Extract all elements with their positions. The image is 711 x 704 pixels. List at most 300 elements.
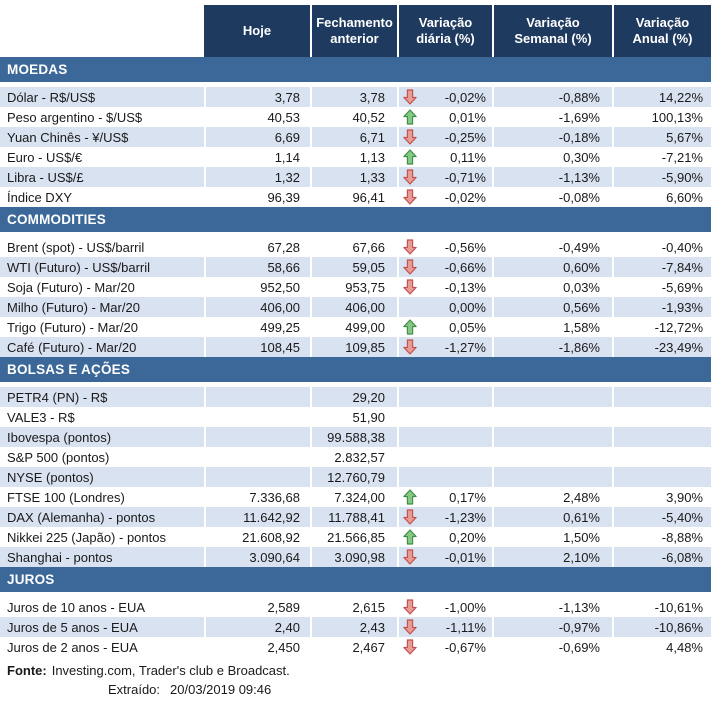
cell-variacao-semanal [492, 547, 612, 567]
cell-variacao-semanal [492, 387, 612, 407]
cell-variacao-semanal [492, 167, 612, 187]
cell-hoje [204, 187, 310, 207]
row-label: Euro - US$/€ [7, 149, 83, 165]
cell-variacao-semanal [492, 427, 612, 447]
cell-variacao-diaria [397, 147, 492, 167]
cell-value: 1,14 [274, 149, 300, 165]
row-label: Yuan Chinês - ¥/US$ [0, 127, 204, 147]
row-label: Trigo (Futuro) - Mar/20 [7, 319, 138, 335]
row-label: WTI (Futuro) - US$/barril [0, 257, 204, 277]
cell-value: 2.832,57 [334, 449, 385, 465]
cell-hoje [204, 337, 310, 357]
cell-value: 40,53 [267, 109, 300, 125]
cell-value: 5,67% [666, 129, 703, 145]
cell-variacao-anual [612, 87, 711, 107]
arrow-down-icon [403, 189, 417, 206]
cell-fechamento-anterior [310, 527, 397, 547]
cell-fechamento-anterior [310, 407, 397, 427]
cell-variacao-diaria [397, 277, 492, 297]
cell-value: 952,50 [260, 279, 300, 295]
cell-fechamento-anterior [310, 317, 397, 337]
table-row [0, 597, 711, 617]
cell-value: 59,05 [352, 259, 385, 275]
cell-fechamento-anterior [310, 147, 397, 167]
cell-hoje [204, 107, 310, 127]
cell-variacao-diaria [397, 237, 492, 257]
cell-value: 99.588,38 [327, 429, 385, 445]
cell-variacao-semanal [492, 337, 612, 357]
cell-variacao-anual [612, 467, 711, 487]
cell-value: 2,467 [352, 639, 385, 655]
cell-value: -1,13% [558, 599, 600, 615]
row-label: Café (Futuro) - Mar/20 [0, 337, 204, 357]
cell-value: -1,93% [661, 299, 703, 315]
cell-variacao-semanal [492, 147, 612, 167]
column-header-variacao-anual: Variação Anual (%) [612, 5, 711, 57]
cell-value: -0,97% [558, 619, 600, 635]
cell-value: -0,67% [444, 639, 486, 655]
cell-hoje [204, 407, 310, 427]
cell-value: 0,05% [449, 319, 486, 335]
cell-variacao-anual [612, 237, 711, 257]
cell-value: 2,48% [563, 489, 600, 505]
cell-hoje [204, 317, 310, 337]
cell-value: -0,08% [558, 189, 600, 205]
cell-hoje [204, 257, 310, 277]
cell-variacao-diaria [397, 447, 492, 467]
cell-value: -0,69% [558, 639, 600, 655]
table-row [0, 337, 711, 357]
row-label: S&P 500 (pontos) [7, 449, 110, 465]
cell-value: -0,01% [444, 549, 486, 565]
cell-value: 100,13% [651, 109, 703, 125]
arrow-down-icon [403, 339, 417, 356]
cell-value: -7,21% [661, 149, 703, 165]
cell-variacao-semanal [492, 87, 612, 107]
cell-value: -0,56% [444, 239, 486, 255]
cell-variacao-semanal [492, 507, 612, 527]
cell-variacao-diaria [397, 637, 492, 657]
row-label: Juros de 5 anos - EUA [0, 617, 204, 637]
cell-value: -0,88% [558, 89, 600, 105]
cell-value: 6,71 [359, 129, 385, 145]
cell-value: 406,00 [260, 299, 300, 315]
cell-variacao-anual [612, 407, 711, 427]
row-label: Soja (Futuro) - Mar/20 [7, 279, 135, 295]
source-label: Fonte: [7, 663, 47, 678]
arrow-down-icon [403, 259, 417, 276]
cell-variacao-semanal [492, 257, 612, 277]
row-label: DAX (Alemanha) - pontos [0, 507, 204, 527]
section-header-moedas: MOEDAS [0, 57, 711, 82]
cell-variacao-anual [612, 487, 711, 507]
cell-variacao-semanal [492, 107, 612, 127]
cell-value: -1,23% [444, 509, 486, 525]
cell-variacao-anual [612, 447, 711, 467]
cell-value: 1,13 [359, 149, 385, 165]
cell-value: 40,52 [352, 109, 385, 125]
cell-variacao-diaria [397, 127, 492, 147]
cell-value: -7,84% [661, 259, 703, 275]
cell-hoje [204, 547, 310, 567]
cell-fechamento-anterior [310, 277, 397, 297]
cell-hoje [204, 297, 310, 317]
cell-variacao-anual [612, 187, 711, 207]
cell-value: 1,58% [563, 319, 600, 335]
cell-variacao-semanal [492, 297, 612, 317]
cell-fechamento-anterior [310, 507, 397, 527]
cell-fechamento-anterior [310, 167, 397, 187]
row-label: Shanghai - pontos [0, 547, 204, 567]
table-row [0, 187, 711, 207]
cell-hoje [204, 597, 310, 617]
cell-fechamento-anterior [310, 127, 397, 147]
cell-hoje [204, 527, 310, 547]
extraction-label: Extraído: [108, 682, 161, 697]
cell-variacao-semanal [492, 617, 612, 637]
table-row [0, 387, 711, 407]
arrow-up-icon [403, 319, 417, 336]
cell-value: 29,20 [352, 389, 385, 405]
cell-value: -0,02% [444, 89, 486, 105]
cell-value: -1,11% [445, 619, 486, 635]
cell-hoje [204, 617, 310, 637]
cell-variacao-anual [612, 387, 711, 407]
cell-variacao-semanal [492, 467, 612, 487]
table-row [0, 107, 711, 127]
cell-variacao-anual [612, 427, 711, 447]
arrow-down-icon [403, 549, 417, 566]
cell-value: 11.788,41 [328, 509, 385, 525]
cell-variacao-anual [612, 617, 711, 637]
table-row [0, 87, 711, 107]
table-row [0, 167, 711, 187]
cell-variacao-semanal [492, 237, 612, 257]
cell-value: 0,03% [563, 279, 600, 295]
table-row [0, 527, 711, 547]
table-sections [0, 57, 711, 657]
cell-hoje [204, 467, 310, 487]
cell-fechamento-anterior [310, 237, 397, 257]
cell-variacao-diaria [397, 507, 492, 527]
row-label: Nikkei 225 (Japão) - pontos [7, 529, 166, 545]
arrow-down-icon [403, 619, 417, 636]
cell-value: 3,78 [359, 89, 385, 105]
cell-fechamento-anterior [310, 427, 397, 447]
table-row [0, 147, 711, 167]
cell-variacao-anual [612, 637, 711, 657]
cell-variacao-anual [612, 147, 711, 167]
cell-variacao-semanal [492, 447, 612, 467]
cell-value: 2,10% [563, 549, 600, 565]
cell-value: 1,33 [359, 169, 385, 185]
table-row [0, 277, 711, 297]
cell-value: 4,48% [666, 639, 703, 655]
table-row [0, 427, 711, 447]
cell-variacao-semanal [492, 637, 612, 657]
cell-variacao-semanal [492, 317, 612, 337]
cell-variacao-anual [612, 167, 711, 187]
cell-fechamento-anterior [310, 617, 397, 637]
cell-value: -5,69% [661, 279, 703, 295]
cell-value: 11.642,92 [243, 509, 300, 525]
source-text: Investing.com, Trader's club e Broadcast. [51, 663, 290, 678]
cell-variacao-anual [612, 507, 711, 527]
cell-value: -10,61% [654, 599, 703, 615]
cell-value: -0,66% [444, 259, 486, 275]
row-label: PETR4 (PN) - R$ [0, 387, 204, 407]
cell-value: 6,69 [274, 129, 300, 145]
cell-value: 1,50% [563, 529, 600, 545]
cell-variacao-anual [612, 257, 711, 277]
cell-value: 0,20% [449, 529, 486, 545]
row-label: Peso argentino - $/US$ [7, 109, 143, 125]
cell-hoje [204, 147, 310, 167]
cell-value: 3,78 [274, 89, 300, 105]
cell-value: 2,450 [267, 639, 300, 655]
cell-fechamento-anterior [310, 637, 397, 657]
arrow-down-icon [403, 89, 417, 106]
table-row [0, 467, 711, 487]
arrow-down-icon [403, 599, 417, 616]
table-row [0, 407, 711, 427]
cell-value: 0,61% [563, 509, 600, 525]
cell-variacao-anual [612, 597, 711, 617]
arrow-down-icon [403, 169, 417, 186]
cell-variacao-semanal [492, 407, 612, 427]
table-row [0, 127, 711, 147]
cell-value: 0,17% [449, 489, 486, 505]
cell-hoje [204, 387, 310, 407]
cell-variacao-anual [612, 547, 711, 567]
column-header-variacao-semanal: Variação Semanal (%) [492, 5, 612, 57]
cell-value: -1,00% [444, 599, 486, 615]
cell-variacao-diaria [397, 297, 492, 317]
cell-value: -5,90% [661, 169, 703, 185]
cell-variacao-diaria [397, 387, 492, 407]
table-row [0, 257, 711, 277]
cell-hoje [204, 87, 310, 107]
cell-value: 953,75 [345, 279, 385, 295]
cell-variacao-diaria [397, 257, 492, 277]
row-label: NYSE (pontos) [0, 467, 204, 487]
cell-variacao-diaria [397, 167, 492, 187]
cell-variacao-diaria [397, 617, 492, 637]
cell-variacao-anual [612, 337, 711, 357]
table-row [0, 487, 711, 507]
cell-value: -1,13% [558, 169, 600, 185]
cell-value: 21.566,85 [327, 529, 385, 545]
cell-hoje [204, 277, 310, 297]
cell-value: -23,49% [654, 339, 703, 355]
cell-value: -0,18% [558, 129, 600, 145]
arrow-up-icon [403, 149, 417, 166]
cell-value: -0,49% [558, 239, 600, 255]
cell-value: 6,60% [666, 189, 703, 205]
column-header-variacao-diaria: Variação diária (%) [397, 5, 492, 57]
cell-value: 2,615 [352, 599, 385, 615]
cell-variacao-anual [612, 127, 711, 147]
table-row [0, 297, 711, 317]
cell-value: 2,589 [267, 599, 300, 615]
cell-variacao-semanal [492, 127, 612, 147]
cell-value: -0,25% [444, 129, 486, 145]
cell-value: 2,43 [359, 619, 385, 635]
table-row [0, 637, 711, 657]
cell-fechamento-anterior [310, 187, 397, 207]
cell-hoje [204, 237, 310, 257]
arrow-down-icon [403, 129, 417, 146]
cell-hoje [204, 447, 310, 467]
cell-variacao-diaria [397, 317, 492, 337]
section-header-commodities: COMMODITIES [0, 207, 711, 232]
cell-variacao-semanal [492, 487, 612, 507]
table-footer [0, 661, 711, 699]
cell-value: -1,86% [558, 339, 600, 355]
cell-value: 96,41 [352, 189, 385, 205]
cell-variacao-diaria [397, 87, 492, 107]
section-header-juros: JUROS [0, 567, 711, 592]
cell-variacao-anual [612, 527, 711, 547]
cell-value: 7.336,68 [249, 489, 300, 505]
cell-value: 0,30% [563, 149, 600, 165]
cell-fechamento-anterior [310, 297, 397, 317]
column-header-fechamento-anterior: Fechamento anterior [310, 5, 397, 57]
cell-fechamento-anterior [310, 257, 397, 277]
cell-variacao-semanal [492, 527, 612, 547]
cell-variacao-diaria [397, 187, 492, 207]
row-label: Ibovespa (pontos) [0, 427, 204, 447]
cell-value: 3.090,64 [249, 549, 300, 565]
cell-hoje [204, 427, 310, 447]
cell-hoje [204, 487, 310, 507]
column-header-hoje: Hoje [204, 5, 310, 57]
cell-value: 21.608,92 [242, 529, 300, 545]
extraction-note [108, 680, 711, 699]
row-label: VALE3 - R$ [7, 409, 75, 425]
cell-variacao-semanal [492, 187, 612, 207]
cell-variacao-diaria [397, 407, 492, 427]
cell-value: -0,71% [444, 169, 486, 185]
cell-value: 0,60% [563, 259, 600, 275]
cell-hoje [204, 167, 310, 187]
cell-value: -5,40% [661, 509, 703, 525]
cell-variacao-semanal [492, 277, 612, 297]
cell-variacao-anual [612, 317, 711, 337]
cell-value: -0,02% [444, 189, 486, 205]
cell-value: 7.324,00 [334, 489, 385, 505]
table-row [0, 617, 711, 637]
cell-fechamento-anterior [310, 447, 397, 467]
cell-fechamento-anterior [310, 467, 397, 487]
table-row [0, 507, 711, 527]
arrow-up-icon [403, 489, 417, 506]
cell-fechamento-anterior [310, 337, 397, 357]
cell-value: 0,11% [450, 149, 486, 165]
cell-variacao-anual [612, 107, 711, 127]
cell-variacao-diaria [397, 427, 492, 447]
cell-value: 12.760,79 [327, 469, 385, 485]
row-label: Milho (Futuro) - Mar/20 [0, 297, 204, 317]
row-label: Brent (spot) - US$/barril [7, 239, 145, 255]
arrow-down-icon [403, 239, 417, 256]
cell-value: 109,85 [345, 339, 385, 355]
row-label: FTSE 100 (Londres) [7, 489, 125, 505]
cell-value: 0,01% [449, 109, 486, 125]
row-label: Juros de 2 anos - EUA [7, 639, 138, 655]
cell-value: 0,56% [563, 299, 600, 315]
section-header-bolsas-e-acoes: BOLSAS E AÇÕES [0, 357, 711, 382]
cell-value: 406,00 [345, 299, 385, 315]
cell-value: 3.090,98 [334, 549, 385, 565]
cell-value: 67,66 [352, 239, 385, 255]
cell-value: -0,13% [444, 279, 486, 295]
arrow-up-icon [403, 109, 417, 126]
extraction-timestamp: 20/03/2019 09:46 [170, 682, 272, 697]
row-label: Libra - US$/£ [0, 167, 204, 187]
source-note [7, 661, 711, 680]
arrow-up-icon [403, 529, 417, 546]
arrow-down-icon [403, 509, 417, 526]
cell-value: 108,45 [260, 339, 300, 355]
cell-value: 58,66 [267, 259, 300, 275]
cell-hoje [204, 127, 310, 147]
row-label: Índice DXY [7, 189, 73, 205]
cell-value: 1,32 [274, 169, 300, 185]
cell-variacao-diaria [397, 597, 492, 617]
cell-variacao-diaria [397, 337, 492, 357]
row-label: Dólar - R$/US$ [0, 87, 204, 107]
cell-variacao-diaria [397, 487, 492, 507]
table-row [0, 547, 711, 567]
cell-variacao-diaria [397, 527, 492, 547]
cell-fechamento-anterior [310, 387, 397, 407]
cell-variacao-diaria [397, 107, 492, 127]
cell-value: -6,08% [661, 549, 703, 565]
cell-value: 499,25 [260, 319, 300, 335]
table-row [0, 447, 711, 467]
cell-variacao-diaria [397, 467, 492, 487]
cell-value: 499,00 [345, 319, 385, 335]
cell-value: -1,69% [558, 109, 600, 125]
table-header [204, 5, 711, 57]
cell-value: 2,40 [274, 619, 300, 635]
cell-value: 0,00% [449, 299, 486, 315]
cell-value: 96,39 [267, 189, 300, 205]
arrow-down-icon [403, 639, 417, 656]
cell-variacao-semanal [492, 597, 612, 617]
cell-variacao-diaria [397, 547, 492, 567]
cell-fechamento-anterior [310, 547, 397, 567]
cell-hoje [204, 507, 310, 527]
cell-value: -8,88% [661, 529, 703, 545]
arrow-down-icon [403, 279, 417, 296]
cell-fechamento-anterior [310, 87, 397, 107]
cell-value: 3,90% [666, 489, 703, 505]
row-label: Juros de 10 anos - EUA [7, 599, 146, 615]
cell-value: 51,90 [352, 409, 385, 425]
cell-value: -1,27% [444, 339, 486, 355]
cell-value: 14,22% [658, 89, 703, 105]
cell-fechamento-anterior [310, 597, 397, 617]
table-row [0, 317, 711, 337]
table-row [0, 237, 711, 257]
cell-fechamento-anterior [310, 107, 397, 127]
cell-hoje [204, 637, 310, 657]
cell-variacao-anual [612, 277, 711, 297]
cell-fechamento-anterior [310, 487, 397, 507]
cell-value: -10,86% [654, 619, 703, 635]
